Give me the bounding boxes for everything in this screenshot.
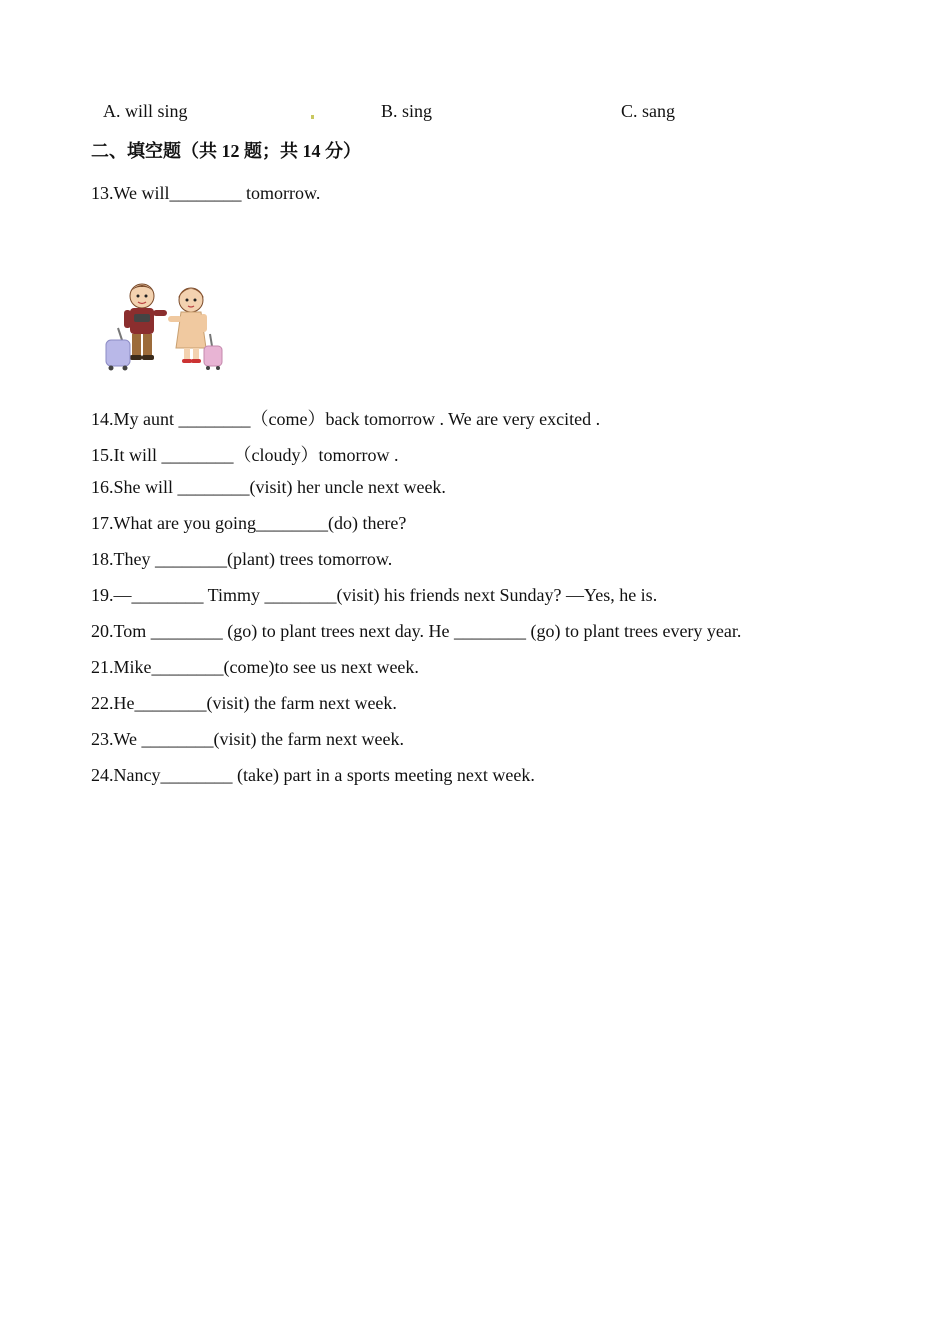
option-b: B. sing [381, 101, 433, 121]
question-17: 17.What are you going________(do) there? [91, 513, 407, 533]
suitcase-left [106, 328, 130, 371]
option-a: A. will sing [103, 101, 188, 121]
answer-options [0, 101, 950, 125]
question-16: 16.She will ________(visit) her uncle next week. [91, 477, 446, 497]
question-18: 18.They ________(plant) trees tomorrow. [91, 549, 393, 569]
question-22: 22.He________(visit) the farm next week. [91, 693, 397, 713]
question-20: 20.Tom ________ (go) to plant trees next day. He ________ (go) to plant trees every year. [91, 621, 742, 641]
question-15: 15.It will ________（cloudy）tomorrow . [91, 445, 399, 465]
question-21: 21.Mike________(come)to see us next week. [91, 657, 419, 677]
question-23: 23.We ________(visit) the farm next week. [91, 729, 404, 749]
question-24: 24.Nancy________ (take) part in a sports meeting next week. [91, 765, 535, 785]
section-heading: 二、填空题（共 12 题；共 14 分） [91, 141, 361, 161]
question-19: 19.—________ Timmy ________(visit) his friends next Sunday? —Yes, he is. [91, 585, 658, 605]
suitcase-right [204, 334, 222, 370]
travelers-with-suitcases-icon [96, 278, 226, 378]
option-c: C. sang [621, 101, 675, 121]
question-14: 14.My aunt ________（come）back tomorrow . We are very excited . [91, 409, 601, 429]
girl-figure [168, 288, 207, 363]
stray-mark [311, 115, 314, 119]
question-13: 13.We will________ tomorrow. [91, 183, 321, 203]
